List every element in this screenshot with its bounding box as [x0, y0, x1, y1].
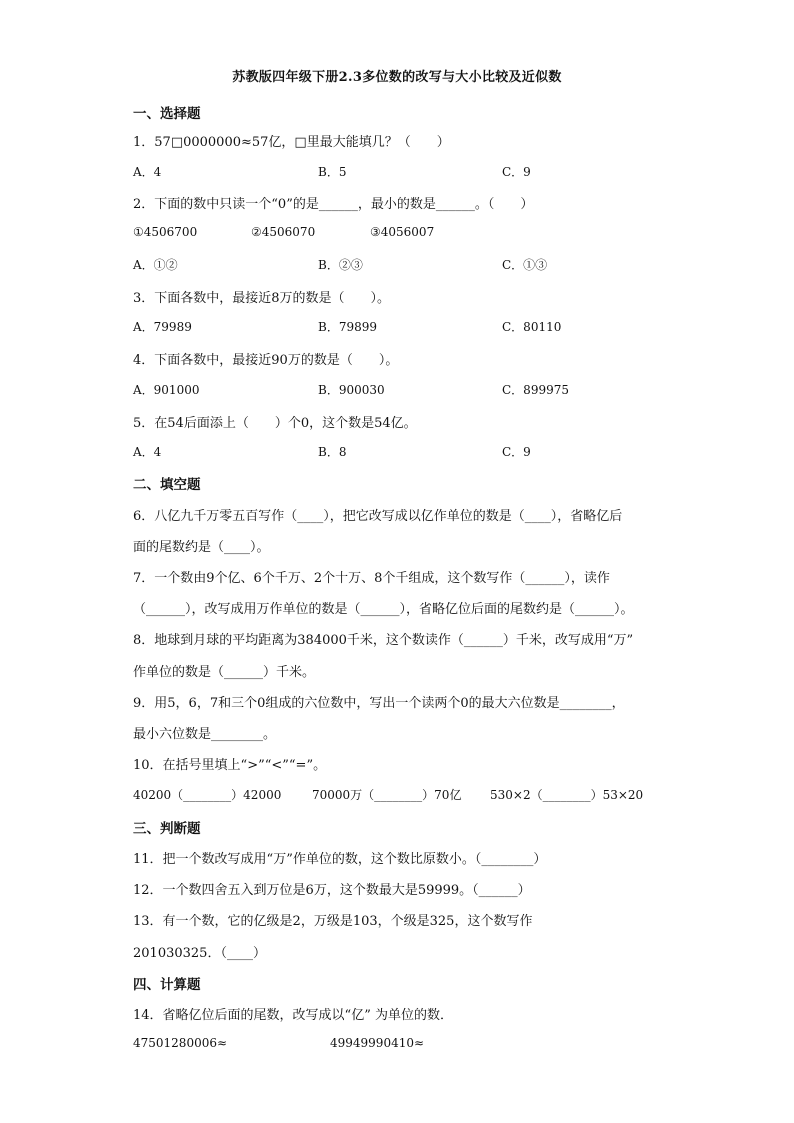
question-6-line-1: 6．八亿九千万零五百写作（____），把它改写成以亿作单位的数是（____），省略亿后: [133, 509, 623, 524]
section-heading-fill: 二、填空题: [133, 477, 201, 493]
q1-option-c: C．9: [502, 165, 531, 179]
question-13-line-1: 13．有一个数，它的亿级是2，万级是103，个级是325，这个数写作: [133, 914, 533, 929]
question-9-line-1: 9．用5，6，7和三个0组成的六位数中，写出一个读两个0的最大六位数是________，: [133, 696, 625, 711]
q4-option-b: B．900030: [318, 383, 385, 397]
section-heading-judge: 三、判断题: [133, 821, 201, 837]
q14-expression-1: 47501280006≈: [133, 1036, 228, 1050]
q10-compare-1: 40200（________）42000: [133, 788, 282, 802]
q3-option-b: B．79899: [318, 320, 377, 334]
q4-option-c: C．899975: [502, 383, 569, 397]
q2-option-b: B．②③: [318, 258, 363, 272]
question-4: 4．下面各数中，最接近90万的数是（ ）。: [133, 353, 399, 368]
question-13-line-2: 201030325．（____）: [133, 946, 266, 961]
q14-expression-2: 49949990410≈: [330, 1036, 425, 1050]
q1-option-a: A．4: [133, 165, 162, 179]
q2-option-c: C．①③: [502, 258, 548, 272]
q1-option-b: B．5: [318, 165, 347, 179]
question-5: 5．在54后面添上（ ）个0，这个数是54亿。: [133, 416, 417, 431]
page-title: 苏教版四年级下册2.3多位数的改写与大小比较及近似数: [232, 70, 562, 85]
question-3: 3．下面各数中，最接近8万的数是（ ）。: [133, 291, 391, 306]
question-7-line-2: （______），改写成用万作单位的数是（______），省略亿位后面的尾数约是（______）。: [133, 602, 634, 617]
question-10: 10．在括号里填上“>”“<”“=”。: [133, 758, 327, 773]
question-8-line-1: 8．地球到月球的平均距离为384000千米，这个数读作（______）千米，改写成用“万”: [133, 633, 634, 648]
q10-compare-2: 70000万（________）70亿: [312, 788, 462, 802]
section-heading-calc: 四、计算题: [133, 977, 201, 993]
section-heading-choice: 一、选择题: [133, 106, 201, 122]
question-8-line-2: 作单位的数是（______）千米。: [133, 665, 316, 680]
q5-option-a: A．4: [133, 445, 162, 459]
question-1: 1．57□0000000≈57亿，□里最大能填几？（ ）: [133, 135, 450, 150]
question-6-line-2: 面的尾数约是（____）。: [133, 540, 270, 555]
question-9-line-2: 最小六位数是________。: [133, 727, 277, 742]
question-12: 12．一个数四舍五入到万位是6万，这个数最大是59999。（______）: [133, 883, 531, 898]
q2-option-a: A．①②: [133, 258, 178, 272]
q4-option-a: A．901000: [133, 383, 200, 397]
q10-compare-3: 530×2（________）53×20: [490, 788, 644, 802]
question-2: 2．下面的数中只读一个“0”的是______，最小的数是______。（ ）: [133, 197, 534, 212]
q2-number-2: ②4506070: [251, 225, 316, 239]
q3-option-c: C．80110: [502, 320, 562, 334]
q2-number-3: ③4056007: [370, 225, 435, 239]
q5-option-c: C．9: [502, 445, 531, 459]
q5-option-b: B．8: [318, 445, 347, 459]
q3-option-a: A．79989: [133, 320, 192, 334]
question-7-line-1: 7．一个数由9个亿、6个千万、2个十万、8个千组成，这个数写作（______），读作: [133, 571, 610, 586]
question-11: 11．把一个数改写成用“万”作单位的数，这个数比原数小。（________）: [133, 852, 547, 867]
q2-number-1: ①4506700: [133, 225, 198, 239]
question-14: 14．省略亿位后面的尾数，改写成以“亿” 为单位的数．: [133, 1008, 453, 1023]
